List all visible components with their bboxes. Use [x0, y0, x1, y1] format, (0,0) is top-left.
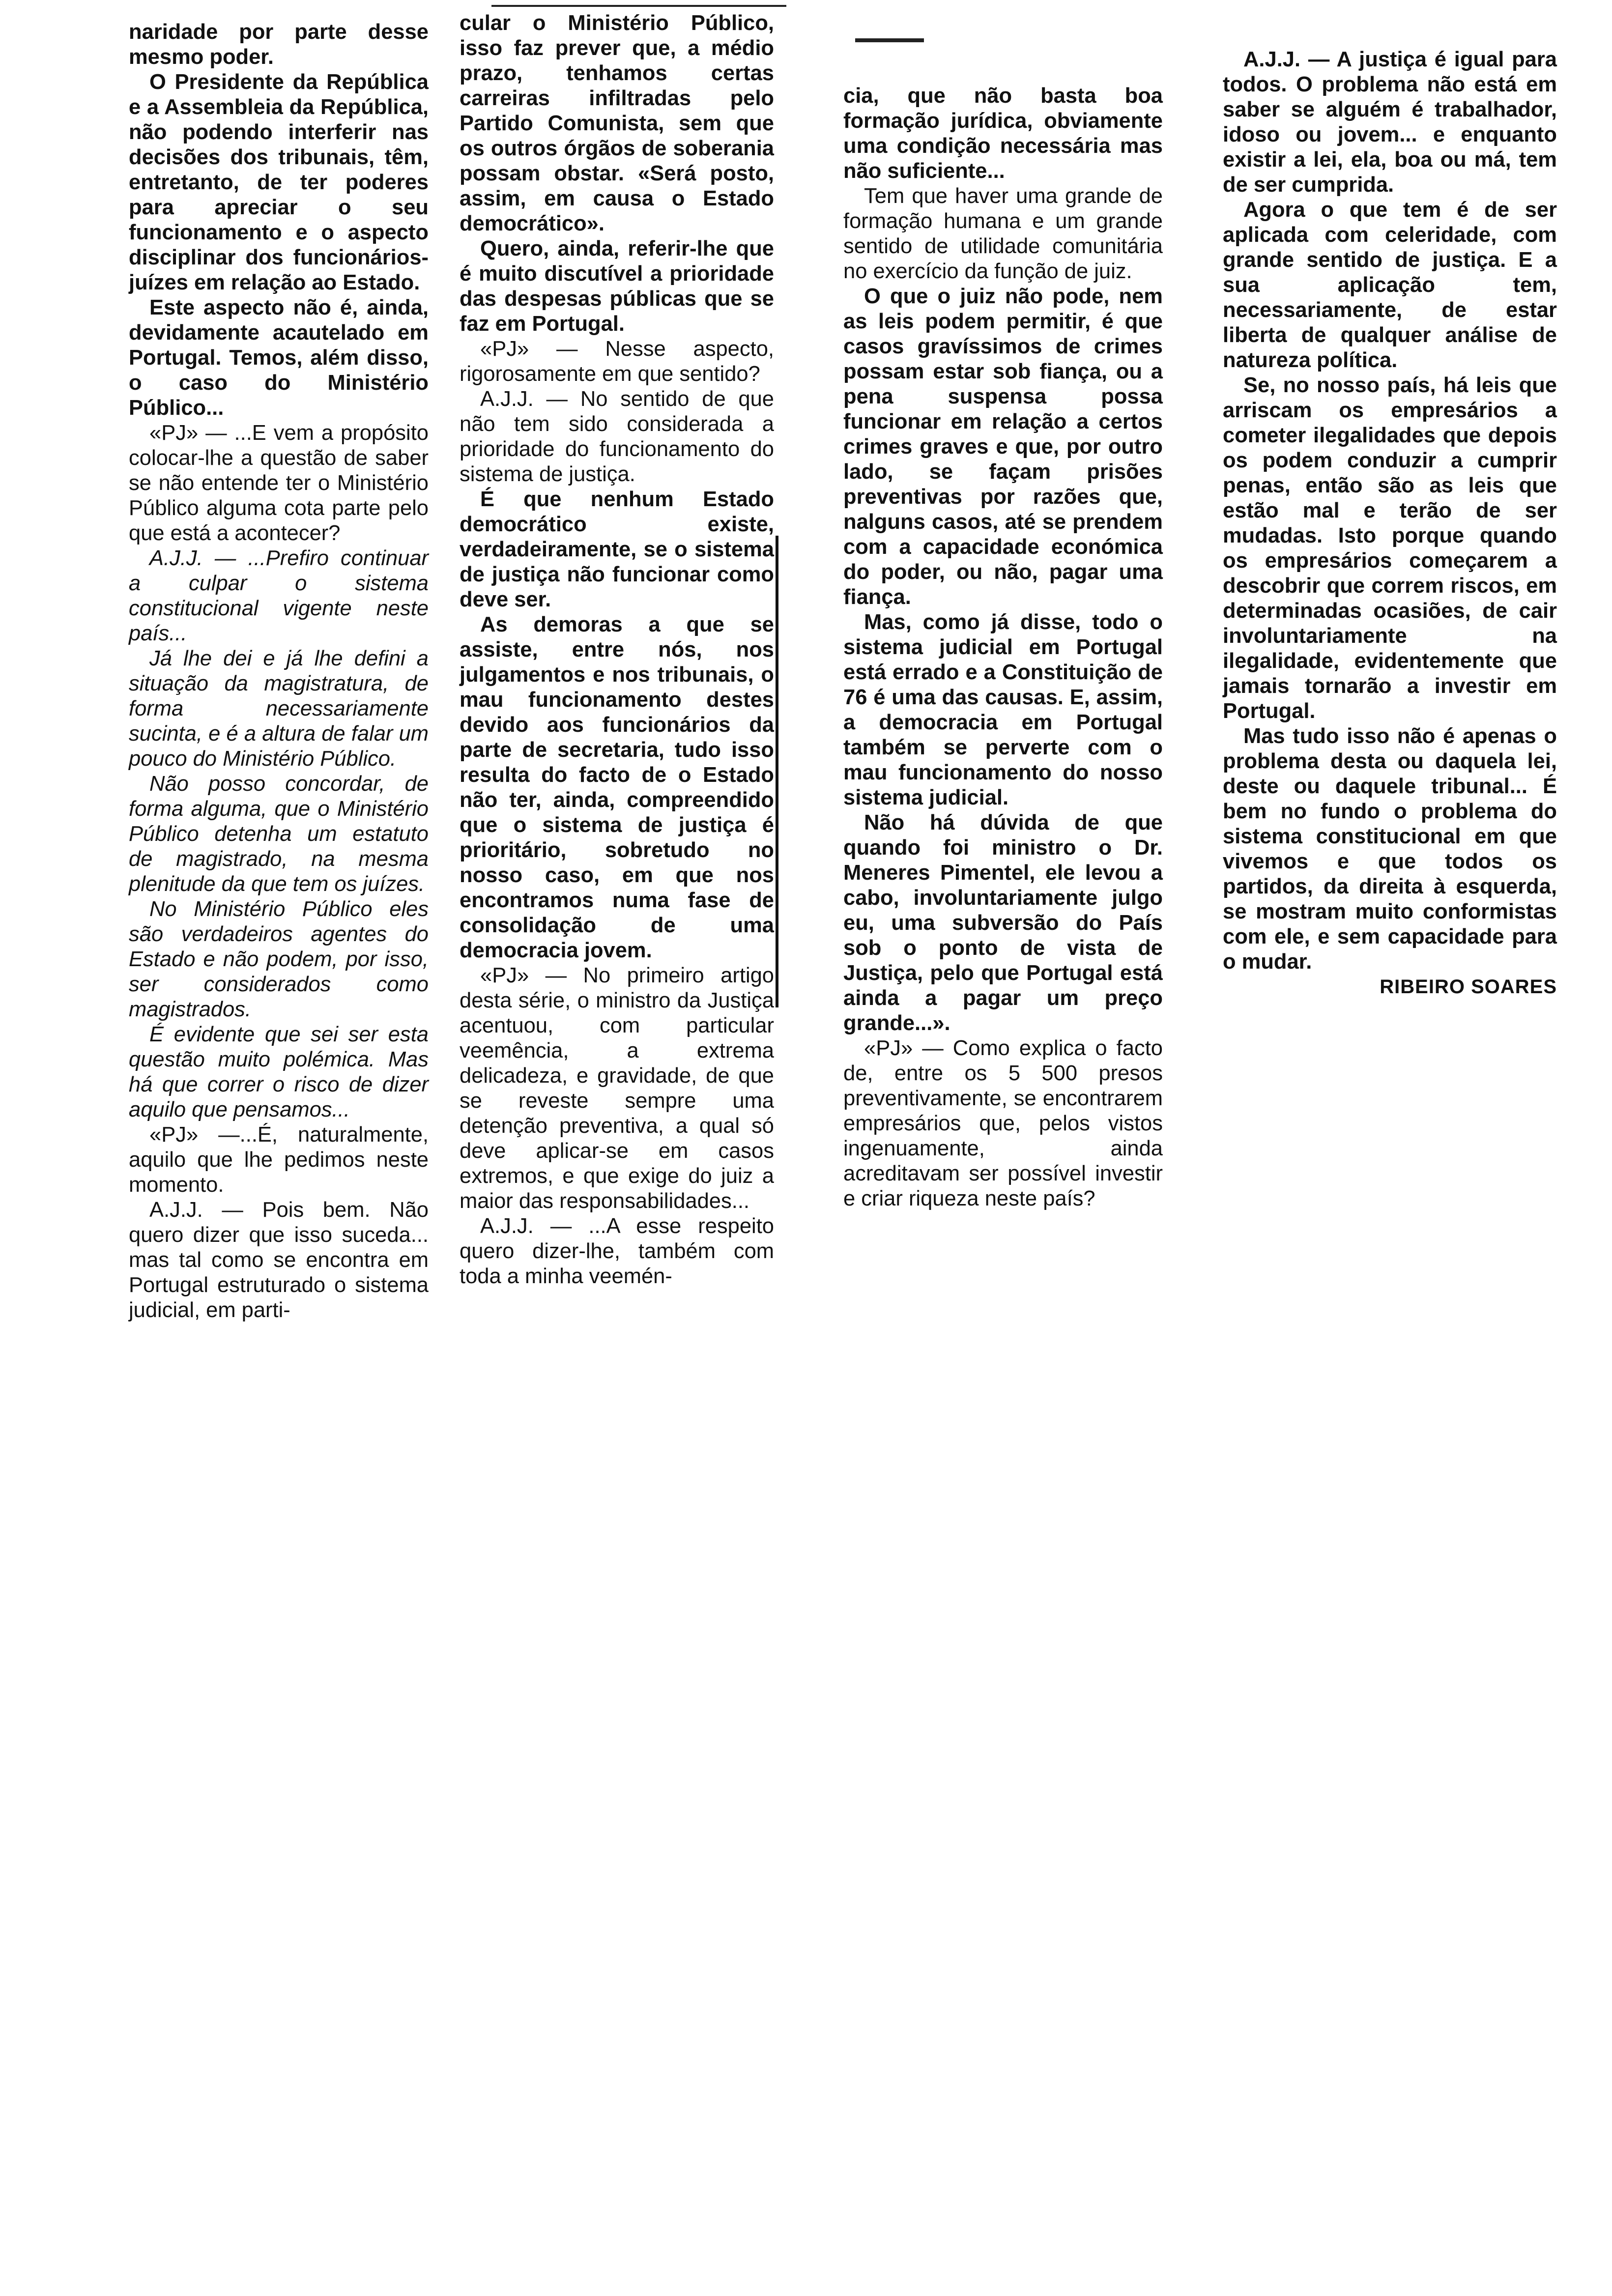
- top-rule: [491, 5, 786, 7]
- paragraph: O Presidente da República e a Assembleia da República, não podendo interferir nas decisões dos tribunais, têm, entretanto, de ter poderes para apreciar o seu funcionamento e o aspecto disciplinar dos funcionários-juízes em relação ao Estado.: [129, 70, 429, 294]
- paragraph: Mas, como já disse, todo o sistema judicial em Portugal está errado e a Constituição de 76 é uma das causas. E, assim, a democracia em Portugal também se perverte com o mau funcionamento do nosso sistema judicial.: [843, 610, 1163, 809]
- paragraph: Quero, ainda, referir-lhe que é muito discutível a prioridade das despesas públicas que se faz em Portugal.: [460, 237, 774, 336]
- paragraph: O que o juiz não pode, nem as leis podem permitir, é que casos gravíssimos de crimes possam estar sob fiança, ou a pena suspensa possa funcionar em relação a certos crimes graves e que, por outro lado, se façam prisões preventivas por razões que, nalguns casos, até se prendem com a capacidade económica do poder, ou não, pagar uma fiança.: [843, 285, 1163, 609]
- paragraph: É evidente que sei ser esta questão muito polémica. Mas há que correr o risco de dizer aquilo que pensamos...: [129, 1023, 429, 1121]
- paragraph: A.J.J. — Pois bem. Não quero dizer que isso suceda... mas tal como se encontra em Portugal estruturado o sistema judicial, em parti-: [129, 1198, 429, 1322]
- article-column-2: [460, 11, 774, 1289]
- article-column-4: [1223, 47, 1557, 1000]
- paragraph: A.J.J. — ...A esse respeito quero dizer-lhe, também com toda a minha veemén-: [460, 1214, 774, 1288]
- paragraph: A.J.J. — ...Prefiro continuar a culpar o sistema constitucional vigente neste país...: [129, 546, 429, 645]
- paragraph: A.J.J. — No sentido de que não tem sido considerada a prioridade do funcionamento do sistema de justiça.: [460, 387, 774, 486]
- paragraph: naridade por parte desse mesmo poder.: [129, 20, 429, 69]
- article-column-1: [129, 20, 429, 1323]
- paragraph: Não há dúvida de que quando foi ministro o Dr. Meneres Pimentel, ele levou a cabo, involuntariamente julgo eu, uma subversão do País sob o ponto de vista de Justiça, pelo que Portugal está ainda a pagar um preço grande...».: [843, 811, 1163, 1035]
- paragraph: «PJ» —...É, naturalmente, aquilo que lhe pedimos neste momento.: [129, 1123, 429, 1197]
- paragraph: «PJ» — ...E vem a propósito colocar-lhe a questão de saber se não entende ter o Ministério Público alguma cota parte pelo que está a acontecer?: [129, 421, 429, 545]
- top-rule-fragment: [855, 38, 924, 42]
- paragraph: A.J.J. — A justiça é igual para todos. O problema não está em saber se alguém é trabalhador, idoso ou jovem... e enquanto existir a lei, ela, boa ou má, tem de ser cumprida.: [1223, 48, 1557, 197]
- paragraph: Agora o que tem é de ser aplicada com celeridade, com grande sentido de justiça. E a sua aplicação tem, necessariamente, de estar liberta de qualquer análise de natureza política.: [1223, 198, 1557, 372]
- paragraph: As demoras a que se assiste, entre nós, nos julgamentos e nos tribunais, o mau funcionamento destes devido aos funcionários da parte de secretaria, tudo isso resulta do facto de o Estado não ter, ainda, compreendido que o sistema de justiça é prioritário, sobretudo no nosso caso, em que nos encontramos numa fase de consolidação de uma democracia jovem.: [460, 613, 774, 962]
- column-divider-rule: [776, 536, 778, 1007]
- paragraph: No Ministério Público eles são verdadeiros agentes do Estado e não podem, por isso, ser considerados como magistrados.: [129, 897, 429, 1021]
- paragraph: cia, que não basta boa formação jurídica, obviamente uma condição necessária mas não suficiente...: [843, 84, 1163, 183]
- paragraph: cular o Ministério Público, isso faz prever que, a médio prazo, tenhamos certas carreiras infiltradas pelo Partido Comunista, sem que os outros órgãos de soberania possam obstar. «Será posto, assim, em causa o Estado democrático».: [460, 11, 774, 235]
- paragraph: «PJ» — No primeiro artigo desta série, o ministro da Justiça acentuou, com particular veemência, a extrema delicadeza, e gravidade, de que se reveste sempre uma detenção preventiva, a qual só deve aplicar-se em casos extremos, e que exige do juiz a maior das responsabilidades...: [460, 964, 774, 1213]
- author-signature: RIBEIRO SOARES: [1380, 976, 1557, 998]
- paragraph: Se, no nosso país, há leis que arriscam os empresários a cometer ilegalidades que depois os podem conduzir a cumprir penas, então são as leis que estão mal e terão de ser mudadas. Isto porque quando os empresários começarem a descobrir que correm riscos, em determinadas ocasiões, de cair involuntariamente na ilegalidade, evidentemente que jamais tornarão a investir em Portugal.: [1223, 373, 1557, 723]
- paragraph: «PJ» — Como explica o facto de, entre os 5 500 presos preventivamente, se encontrarem empresários que, pelos vistos ingenuamente, ainda acreditavam ser possível investir e criar riqueza neste país?: [843, 1036, 1163, 1210]
- article-column-3: [843, 84, 1163, 1211]
- paragraph: Este aspecto não é, ainda, devidamente acautelado em Portugal. Temos, além disso, o caso do Ministério Público...: [129, 296, 429, 420]
- paragraph: É que nenhum Estado democrático existe, verdadeiramente, se o sistema de justiça não funcionar como deve ser.: [460, 488, 774, 611]
- paragraph: Tem que haver uma grande de formação humana e um grande sentido de utilidade comunitária no exercício da função de juiz.: [843, 184, 1163, 283]
- paragraph: Já lhe dei e já lhe defini a situação da magistratura, de forma necessariamente sucinta, e é a altura de falar um pouco do Ministério Público.: [129, 647, 429, 771]
- paragraph: «PJ» — Nesse aspecto, rigorosamente em que sentido?: [460, 337, 774, 386]
- paragraph: Mas tudo isso não é apenas o problema desta ou daquela lei, deste ou daquele tribunal... É bem no fundo o problema do sistema constitucional em que vivemos e que todos os partidos, da direita à esquerda, se mostram muito conformistas com ele, e sem capacidade para o mudar.: [1223, 724, 1557, 974]
- paragraph: Não posso concordar, de forma alguma, que o Ministério Público detenha um estatuto de magistrado, na mesma plenitude da que tem os juízes.: [129, 772, 429, 896]
